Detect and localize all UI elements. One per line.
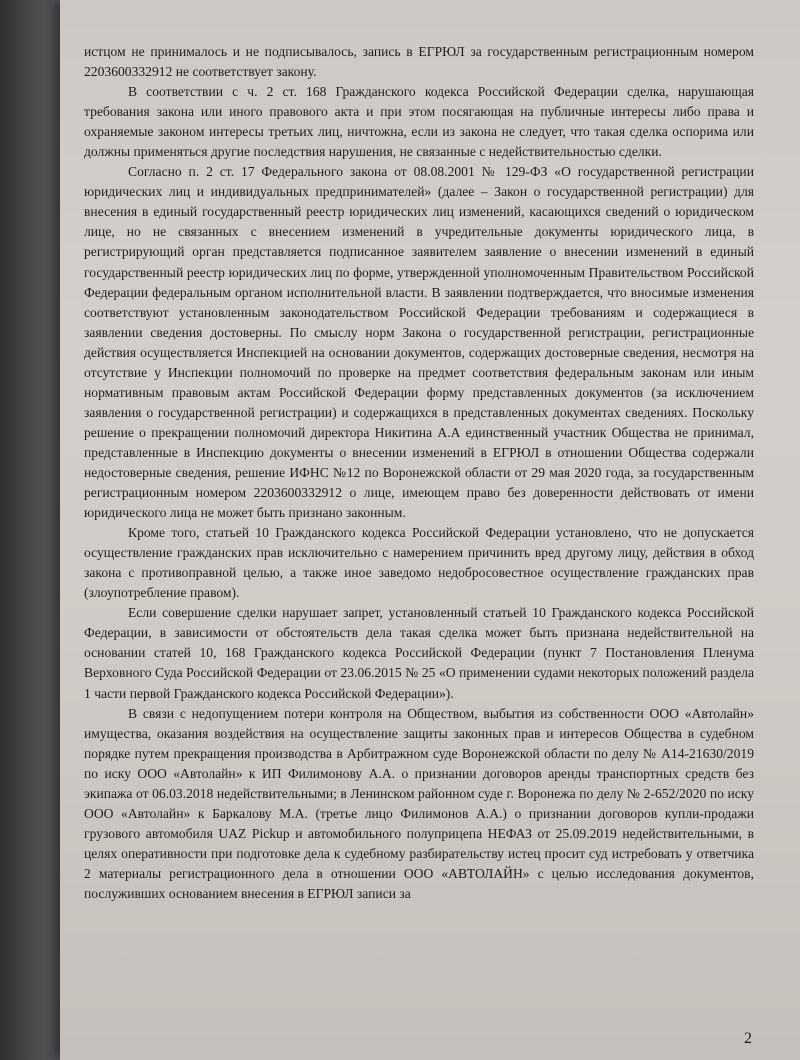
page-number: 2 (744, 1030, 752, 1047)
paragraph-request: В связи с недопущением потери контроля на Обществом, выбытия из собственности ООО «Автолайн» имущества, оказания воздействия на осуществление защиты законных прав и интересов Общества в судебном порядке путем прекращения производства в Арбитражном суде Воронежской области по делу № А14-21630/2019 по иску ООО «Автолайн» к ИП Филимонову А.А. о признании договоров аренды транспортных средств без экипажа от 06.03.2018 недействительными; в Ленинском районном суде г. Воронежа по делу № 2-652/2020 по иску ООО «Автолайн» к Баркалову М.А. (третье лицо Филимонов А.А.) о признании договоров купли-продажи грузового автомобиля UAZ Pickup и автомобильного полуприцепа НЕФАЗ от 25.09.2019 недействительными, в целях оперативности при подготовке дела к судебному разбирательству истец просит суд истребовать у ответчика 2 материалы регистрационного дела в отношении ООО «АВТОЛАЙН» с целью исследования документов, послуживших основанием внесения в ЕГРЮЛ записи за (84, 705, 754, 901)
paragraph-article-168: В соответствии с ч. 2 ст. 168 Гражданского кодекса Российской Федерации сделка, нарушающая требования закона или иного правового акта и при этом посягающая на публичные интересы либо права и охраняемые законом интересы третьих лиц, ничтожна, если из закона не следует, что такая сделка оспорима или должны применяться другие последствия нарушения, не связанные с недействительностью сделки. (84, 84, 754, 160)
paragraph-registration-law: Согласно п. 2 ст. 17 Федерального закона от 08.08.2001 № 129-ФЗ «О государственной регистрации юридических лиц и индивидуальных предпринимателей» (далее – Закон о государственной регистрации) для внесения в единый государственный реестр юридических лиц изменений, касающихся сведений о юридическом лице, но не связанных с внесением изменений в учредительные документы юридического лица, в регистрирующий орган представляется подписанное заявителем заявление о внесении изменений в единый государственный реестр юридических лиц по форме, утвержденной уполномоченным Правительством Российской Федерации федеральным органом исполнительной власти. В заявлении подтверждается, что вносимые изменения соответствуют установленным законодательством Российской Федерации требованиям и содержащиеся в заявлении сведения достоверны. По смыслу норм Закона о государственной регистрации, регистрационные действия осуществляется Инспекцией на основании документов, содержащих достоверные сведения, несмотря на отсутствие у Инспекции полномочий по проверке на предмет соответствия федеральным законам или иным нормативным правовым актам Российской Федерации форму представленных документов (за исключением заявления о государственной регистрации) и содержащихся в представленных документах сведениях. Поскольку решение о прекращении полномочий директора Никитина А.А единственный участник Общества не принимал, представленные в Инспекцию документы о внесении изменений в ЕГРЮЛ в отношении Общества содержали недостоверные сведения, решение ИФНС №12 по Воронежской области от 29 мая 2020 года, за государственным регистрационным номером 2203600332912 о лице, имеющем право без доверенности действовать от имени юридического лица не может быть признано законным. (84, 164, 754, 521)
paragraph-invalidity: Если совершение сделки нарушает запрет, установленный статьей 10 Гражданского кодекса Российской Федерации, в зависимости от обстоятельств дела такая сделка может быть признана недействительной на основании статей 10, 168 Гражданского кодекса Российской Федерации (пункт 7 Постановления Пленума Верховного Суда Российской Федерации от 23.06.2015 № 25 «О применении судами некоторых положений раздела 1 части первой Гражданского кодекса Российской Федерации»). (84, 605, 754, 701)
document-body (84, 42, 754, 904)
paragraph-continuation: истцом не принималось и не подписывалось, запись в ЕГРЮЛ за государственным регистрационным номером 2203600332912 не соответствует закону. (84, 44, 754, 80)
paragraph-article-10: Кроме того, статьей 10 Гражданского кодекса Российской Федерации установлено, что не допускается осуществление гражданских прав исключительно с намерением причинить вред другому лицу, действия в обход закона с противоправной целью, а также иное заведомо недобросовестное осуществление гражданских прав (злоупотребление правом). (84, 525, 754, 601)
